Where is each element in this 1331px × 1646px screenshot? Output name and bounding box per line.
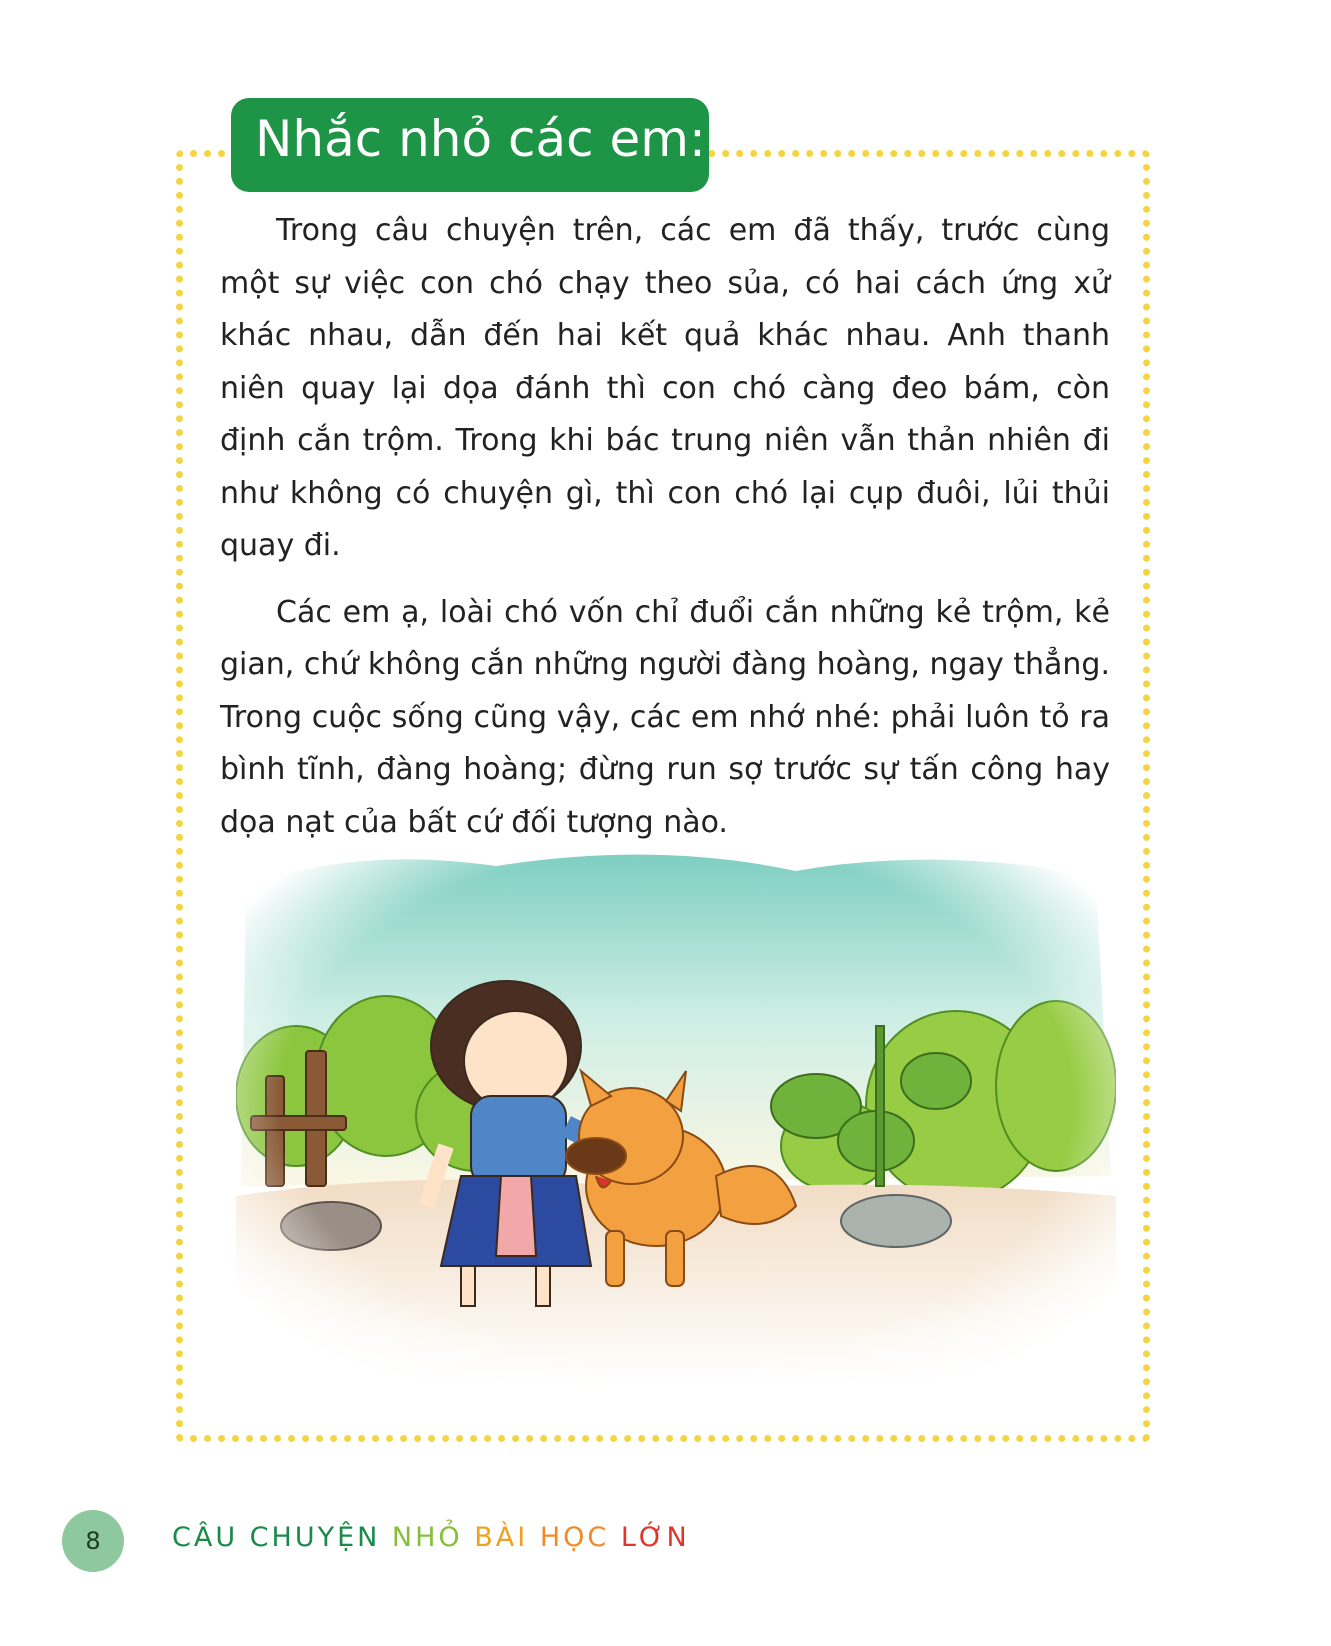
girl-and-dog-illustration [236, 846, 1116, 1416]
body-text [220, 205, 1110, 863]
heading-box [231, 98, 709, 192]
page-number-badge [62, 1510, 124, 1572]
page-number: 8 [85, 1527, 101, 1555]
paragraph-1: Trong câu chuyện trên, các em đã thấy, trước cùng một sự việc con chó chạy theo sủa, có hai cách ứng xử khác nhau, dẫn đến hai kết quả khác nhau. Anh thanh niên quay lại dọa đánh thì con chó càng đeo bám, còn định cắn trộm. Trong khi bác trung niên vẫn thản nhiên đi như không có chuyện gì, thì con chó lại cụp đuôi, lủi thủi quay đi. [220, 213, 1110, 563]
title-part-1: CÂU CHUYỆN [172, 1522, 392, 1553]
title-part-4: HỌC [539, 1522, 621, 1553]
running-title [172, 1522, 690, 1553]
paragraph-2: Các em ạ, loài chó vốn chỉ đuổi cắn những kẻ trộm, kẻ gian, chứ không cắn những người đàng hoàng, ngay thẳng. Trong cuộc sống cũng vậy, các em nhớ nhé: phải luôn tỏ ra bình tĩnh, đàng hoàng; đừng run sợ trước sự tấn công hay dọa nạt của bất cứ đối tượng nào. [220, 594, 1110, 840]
title-part-2: NHỎ [391, 1522, 475, 1553]
title-part-5: LỚN [620, 1522, 690, 1553]
heading-title: Nhắc nhỏ các em: [255, 110, 706, 168]
title-part-3: BÀI [474, 1522, 540, 1553]
